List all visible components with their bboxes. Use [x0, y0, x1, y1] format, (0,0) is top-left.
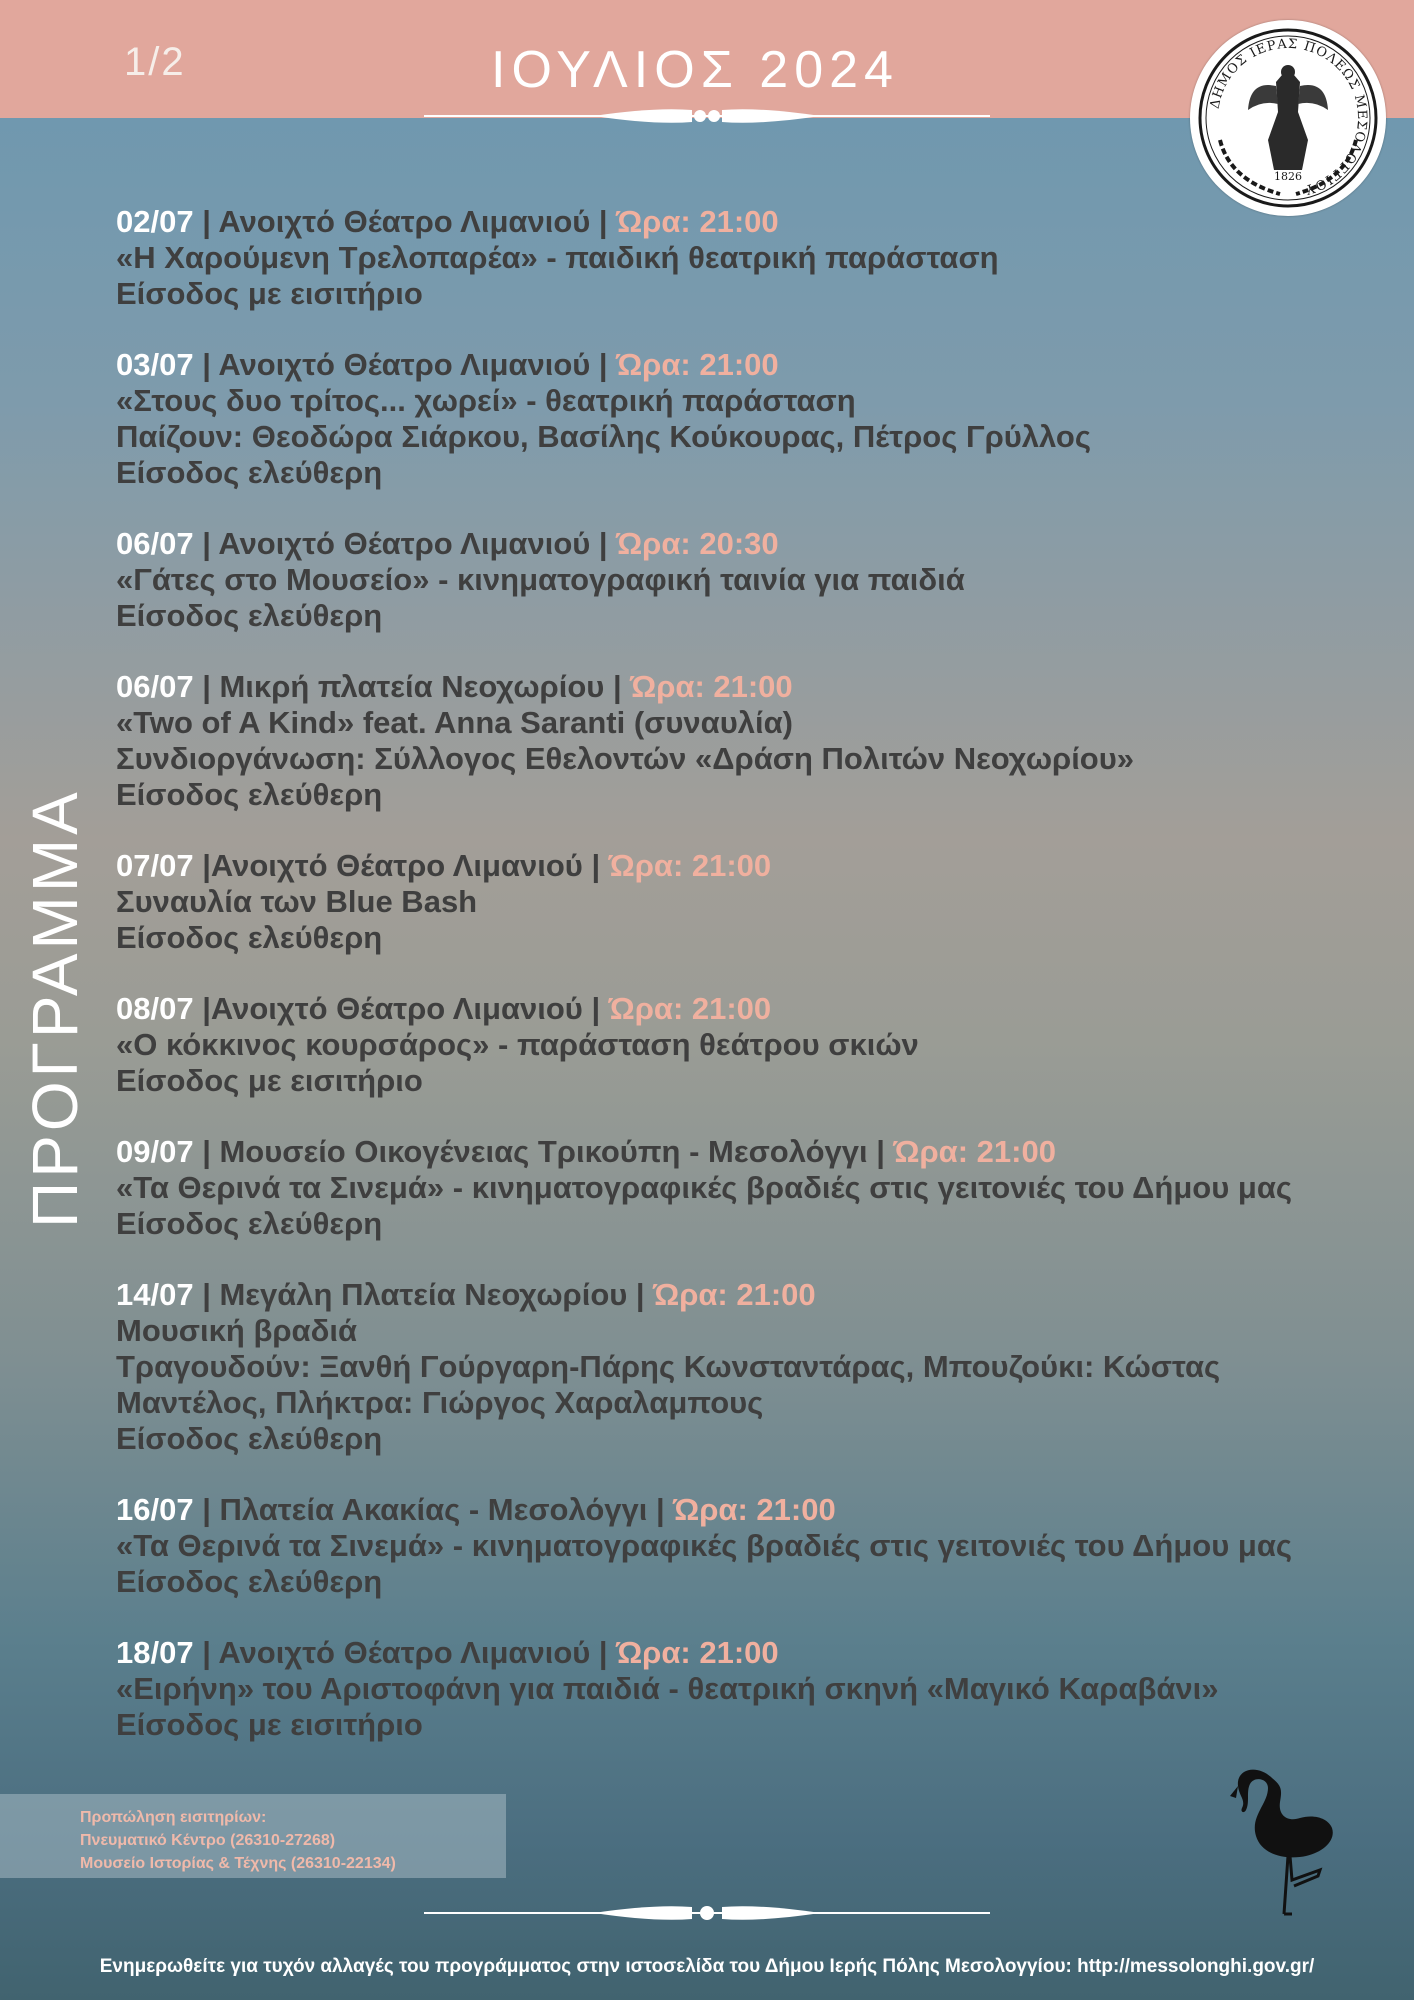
event-date: 03/07 — [116, 347, 194, 382]
event-detail: Συναυλία των Blue Bash — [116, 884, 478, 919]
event-location: | Μικρή πλατεία Νεοχωρίου | — [193, 669, 631, 704]
event-header — [116, 1635, 1396, 1671]
event-date: 02/07 — [116, 204, 194, 239]
event-item — [116, 1134, 1396, 1242]
top-ornament-divider — [424, 101, 990, 131]
event-detail: Συνδιοργάνωση: Σύλλογος Εθελοντών «Δράση Πολιτών Νεοχωρίου» — [116, 741, 1135, 776]
bottom-ornament-divider — [424, 1898, 990, 1928]
event-date: 06/07 — [116, 669, 194, 704]
event-time: Ώρα: 21:00 — [608, 848, 772, 883]
event-detail: «Γάτες στο Μουσείο» - κινηματογραφική ταινία για παιδιά — [116, 562, 965, 597]
event-header — [116, 991, 1396, 1027]
ticket-presale-title: Προπώληση εισιτηρίων: — [80, 1809, 267, 1826]
event-entry: Είσοδος ελεύθερη — [116, 1564, 383, 1599]
event-time: Ώρα: 21:00 — [616, 204, 779, 239]
event-header — [116, 1134, 1396, 1170]
event-header — [116, 204, 1396, 240]
event-item — [116, 848, 1396, 956]
event-location: | Πλατεία Ακακίας - Μεσολόγγι | — [193, 1492, 674, 1527]
event-entry: Είσοδος με εισιτήριο — [116, 1063, 423, 1098]
event-detail: «Two of A Kind» feat. Anna Saranti (συναυλία) — [116, 705, 794, 740]
event-item — [116, 204, 1396, 312]
month-title: ΙΟΥΛΙΟΣ 2024 — [491, 41, 899, 99]
event-location: | Ανοιχτό Θέατρο Λιμανιού | — [193, 526, 617, 561]
event-detail: «Στους δυο τρίτος... χωρεί» - θεατρική παράσταση — [116, 383, 856, 418]
event-item — [116, 526, 1396, 634]
event-item — [116, 669, 1396, 813]
event-time: Ώρα: 21:00 — [608, 991, 772, 1026]
event-item — [116, 347, 1396, 491]
program-vertical-title: ΠΡΟΓΡΑΜΜΑ — [19, 788, 91, 1228]
ticket-presale-box — [0, 1794, 506, 1878]
event-location: |Ανοιχτό Θέατρο Λιμανιού | — [193, 848, 609, 883]
seal-ring-text: ΔΗΜΟΣ ΙΕΡΑΣ ΠΟΛΕΩΣ ΜΕΣΟΛΟΓΓΙΟΥ — [1207, 36, 1370, 197]
event-header — [116, 1492, 1396, 1528]
event-detail: «Ο κόκκινος κουρσάρος» - παράσταση θεάτρου σκιών — [116, 1027, 919, 1062]
event-location: | Μεγάλη Πλατεία Νεοχωρίου | — [193, 1277, 654, 1312]
event-detail: Μουσική βραδιά — [116, 1313, 358, 1348]
ticket-venue: Μουσείο Ιστορίας & Τέχνης (26310-22134) — [80, 1855, 396, 1872]
event-entry: Είσοδος ελεύθερη — [116, 1206, 383, 1241]
event-header — [116, 347, 1396, 383]
event-date: 16/07 — [116, 1492, 194, 1527]
event-detail: «Τα Θερινά τα Σινεμά» - κινηματογραφικές βραδιές στις γειτονιές του Δήμου μας — [116, 1528, 1293, 1563]
event-location: | Ανοιχτό Θέατρο Λιμανιού | — [193, 1635, 617, 1670]
event-entry: Είσοδος ελεύθερη — [116, 1421, 383, 1456]
event-header — [116, 848, 1396, 884]
event-item — [116, 1277, 1396, 1457]
event-entry: Είσοδος ελεύθερη — [116, 920, 383, 955]
event-date: 18/07 — [116, 1635, 194, 1670]
event-time: Ώρα: 21:00 — [616, 347, 779, 382]
seal-year: 1826 — [1274, 170, 1302, 183]
event-location: | Μουσείο Οικογένειας Τρικούπη - Μεσολόγγι | — [193, 1134, 894, 1169]
event-header — [116, 669, 1396, 705]
event-detail: «Η Χαρούμενη Τρελοπαρέα» - παιδική θεατρική παράσταση — [116, 240, 999, 275]
event-location: | Ανοιχτό Θέατρο Λιμανιού | — [193, 347, 617, 382]
footer-notice: Ενημερωθείτε για τυχόν αλλαγές του προγράμματος στην ιστοσελίδα του Δήμου Ιερής Πόλης Μεσολογγίου: http://messolonghi.gov.gr/ — [99, 1956, 1315, 1977]
event-item — [116, 991, 1396, 1099]
event-time: Ώρα: 20:30 — [616, 526, 779, 561]
event-time: Ώρα: 21:00 — [893, 1134, 1056, 1169]
event-location: |Ανοιχτό Θέατρο Λιμανιού | — [193, 991, 609, 1026]
event-detail: Τραγουδούν: Ξανθή Γούργαρη-Πάρης Κωνσταντάρας, Μπουζούκι: Κώστας Μαντέλος, Πλήκτρα: Γιώργος Χαραλαμπους — [116, 1349, 1221, 1420]
ticket-venue: Πνευματικό Κέντρο (26310-27268) — [80, 1832, 336, 1849]
event-entry: Είσοδος με εισιτήριο — [116, 276, 423, 311]
event-header — [116, 1277, 1396, 1313]
event-item — [116, 1635, 1396, 1743]
event-date: 06/07 — [116, 526, 194, 561]
event-list — [116, 204, 1396, 1778]
event-detail: «Ειρήνη» του Αριστοφάνη για παιδιά - θεατρική σκηνή «Μαγικό Καραβάνι» — [116, 1671, 1219, 1706]
event-detail: Παίζουν: Θεοδώρα Σιάρκου, Βασίλης Κούκουρας, Πέτρος Γρύλλος — [116, 419, 1091, 454]
event-time: Ώρα: 21:00 — [616, 1635, 779, 1670]
municipality-seal — [1190, 20, 1386, 216]
event-entry: Είσοδος ελεύθερη — [116, 598, 383, 633]
event-date: 14/07 — [116, 1277, 194, 1312]
event-time: Ώρα: 21:00 — [630, 669, 793, 704]
event-date: 07/07 — [116, 848, 194, 883]
event-entry: Είσοδος ελεύθερη — [116, 455, 383, 490]
event-time: Ώρα: 21:00 — [653, 1277, 816, 1312]
flamingo-icon — [1228, 1756, 1348, 1922]
page-number: 1/2 — [124, 40, 186, 84]
event-date: 09/07 — [116, 1134, 194, 1169]
event-time: Ώρα: 21:00 — [673, 1492, 836, 1527]
event-header — [116, 526, 1396, 562]
event-location: | Ανοιχτό Θέατρο Λιμανιού | — [193, 204, 617, 239]
event-entry: Είσοδος με εισιτήριο — [116, 1707, 423, 1742]
event-date: 08/07 — [116, 991, 194, 1026]
event-item — [116, 1492, 1396, 1600]
event-entry: Είσοδος ελεύθερη — [116, 777, 383, 812]
event-detail: «Τα Θερινά τα Σινεμά» - κινηματογραφικές βραδιές στις γειτονιές του Δήμου μας — [116, 1170, 1293, 1205]
